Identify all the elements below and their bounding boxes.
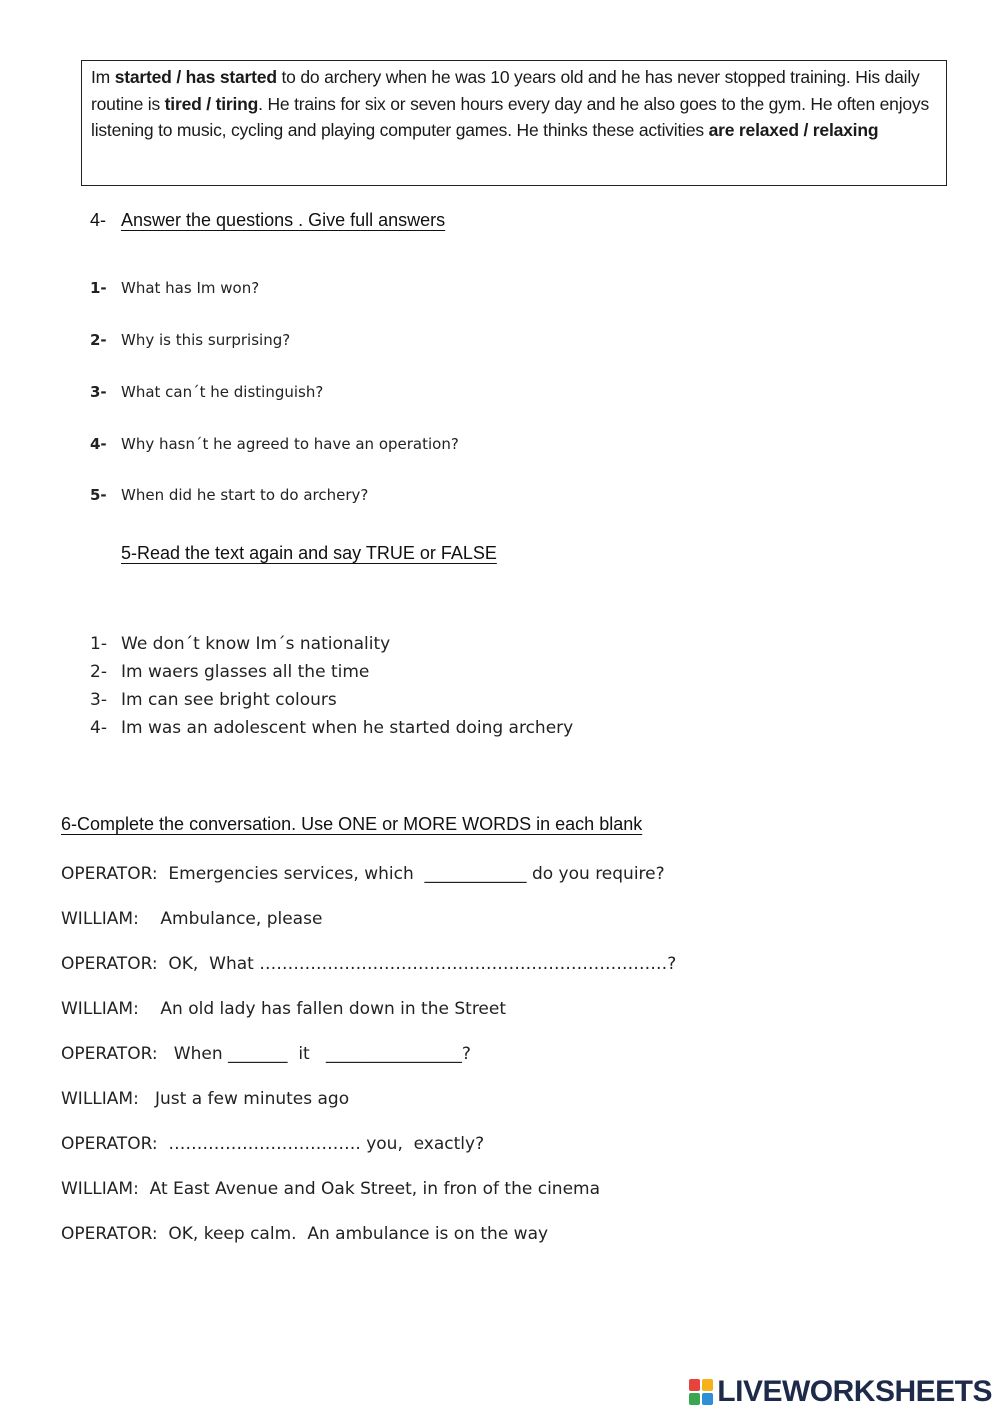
passage-line: routine is tired / tiring. He trains for six or seven hours every day and he also goes to the gym. He often enjoys	[91, 93, 930, 114]
section-4-heading	[90, 210, 446, 231]
true-false-statement: 3- Im can see bright colours	[90, 690, 337, 710]
question-item: 5- When did he start to do archery?	[90, 486, 369, 504]
question-item: 2- Why is this surprising?	[90, 331, 291, 349]
conversation-line: WILLIAM: Ambulance, please	[61, 909, 323, 929]
logo-square	[702, 1379, 713, 1391]
true-false-statement: 4- Im was an adolescent when he started doing archery	[90, 718, 574, 738]
liveworksheets-logo[interactable]	[689, 1376, 992, 1408]
logo-square	[689, 1393, 700, 1405]
question-item: 1- What has Im won?	[90, 279, 260, 297]
section-4-number: 4-	[90, 210, 107, 230]
conversation-line: WILLIAM: At East Avenue and Oak Street, in fron of the cinema	[61, 1179, 601, 1199]
conversation-line: WILLIAM: Just a few minutes ago	[61, 1089, 350, 1109]
true-false-statement: 1- We don´t know Im´s nationality	[90, 634, 391, 654]
choice-option[interactable]: are relaxed / relaxing	[708, 120, 879, 140]
conversation-line: OPERATOR: ……………………………. you, exactly?	[61, 1134, 485, 1154]
passage-line: listening to music, cycling and playing computer games. He thinks these activities are relaxed / relaxing	[91, 120, 879, 140]
logo-square	[689, 1379, 700, 1391]
true-false-statement: 2- Im waers glasses all the time	[90, 662, 370, 682]
liveworksheets-logo-icon	[689, 1379, 713, 1405]
conversation-line: OPERATOR: Emergencies services, which ____________ do you require?	[61, 864, 665, 884]
reading-passage-box	[81, 60, 947, 186]
conversation-line: OPERATOR: When _______ it ________________?	[61, 1044, 471, 1064]
question-item: 4- Why hasn´t he agreed to have an operation?	[90, 435, 459, 453]
conversation-line: OPERATOR: OK, keep calm. An ambulance is on the way	[61, 1224, 549, 1244]
section-5-heading: 5-Read the text again and say TRUE or FALSE	[121, 543, 497, 563]
conversation-line: OPERATOR: OK, What ………………………………………………………………?	[61, 954, 677, 974]
logo-text: LIVEWORKSHEETS	[717, 1375, 992, 1408]
choice-option[interactable]: tired / tiring	[164, 93, 259, 114]
conversation-line: WILLIAM: An old lady has fallen down in the Street	[61, 999, 507, 1019]
section-6-heading: 6-Complete the conversation. Use ONE or MORE WORDS in each blank	[61, 814, 643, 834]
passage-line: Im started / has started to do archery when he was 10 years old and he has never stopped training. His daily	[91, 67, 920, 87]
choice-option[interactable]: started / has started	[114, 67, 277, 87]
question-item: 3- What can´t he distinguish?	[90, 383, 324, 401]
section-4-title: Answer the questions . Give full answers	[121, 210, 446, 230]
logo-square	[702, 1393, 713, 1405]
